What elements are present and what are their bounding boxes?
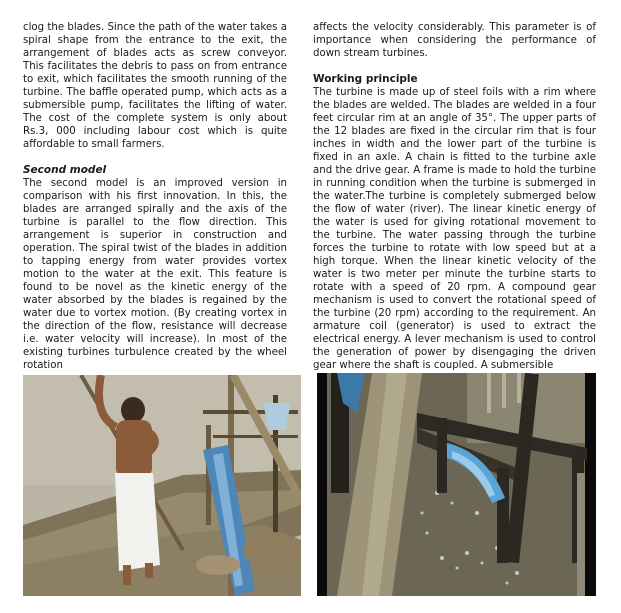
right-text-column: [313, 21, 596, 372]
photo-right-illustration: [317, 373, 596, 596]
paragraph-intro-right: affects the velocity considerably. This parameter is of importance when considering the performance of down stream turbines.: [313, 22, 596, 59]
paragraph-gap: [23, 151, 287, 164]
paragraph-gap: [313, 60, 596, 73]
photo-man-with-turbine: [23, 375, 301, 596]
paragraph-second-model: The second model is an improved version in comparison with his first innovation. In this, the blades are arranged spirally and the axis of the turbine is parallel to the flow direction. This arrangement is superior in construction and operation. The spiral twist of the blades in addition to tapping energy from water provides vortex motion to the water at the exit. This feature is found to be novel as the kinetic energy of the water absorbed by the blades is regained by the water due to vortex motion. (By creating vortex in the direction of the flow, resistance will decrease i.e. water velocity will increase). In most of the existing turbines turbulence created by the wheel rotation: [23, 178, 287, 371]
paragraph-intro-left: clog the blades. Since the path of the water takes a spiral shape from the entrance to the exit, the arrangement of blades acts as screw conveyor. This facilitates the debris to pass on from entrance to exit, which facilitates the smooth running of the turbine. The baffle operated pump, which acts as a submersible pump, facilitates the lifting of water. The cost of the complete system is only about Rs.3, 000 including labour cost which is quite affordable to small farmers.: [23, 22, 287, 150]
photo-submerged-turbine: [317, 373, 596, 596]
photo-left-illustration: [23, 375, 301, 596]
paragraph-working-principle: The turbine is made up of steel foils with a rim where the blades are welded. The blades are welded in a four feet circular rim at an angle of 35°. The upper parts of the 12 blades are fixed in the circular rim that is four inches in width and the lower part of the turbine is fixed in an axle. A chain is fitted to the turbine axle and the drive gear. A frame is made to hold the turbine in running condition when the turbine is submerged in the water.The turbine is completely submerged below the flow of water (river). The linear kinetic energy of the water is used for giving rotational movement to the turbine. The water passing through the turbine forces the turbine to rotate with low speed but at a high torque. When the linear kinetic velocity of the water is two meter per minute the turbine starts to rotate with a speed of 20 rpm. A compound gear mechanism is used to convert the rotational speed of the turbine (20 rpm) according to the requirement. An armature coil (generator) is used to extract the electrical energy. A lever mechanism is used to control the generation of power by disengaging the driven gear where the shaft is coupled. A submersible: [313, 87, 596, 371]
left-text-column: [23, 21, 287, 372]
heading-working-principle: Working principle: [313, 73, 418, 85]
heading-second-model: Second model: [23, 164, 107, 176]
